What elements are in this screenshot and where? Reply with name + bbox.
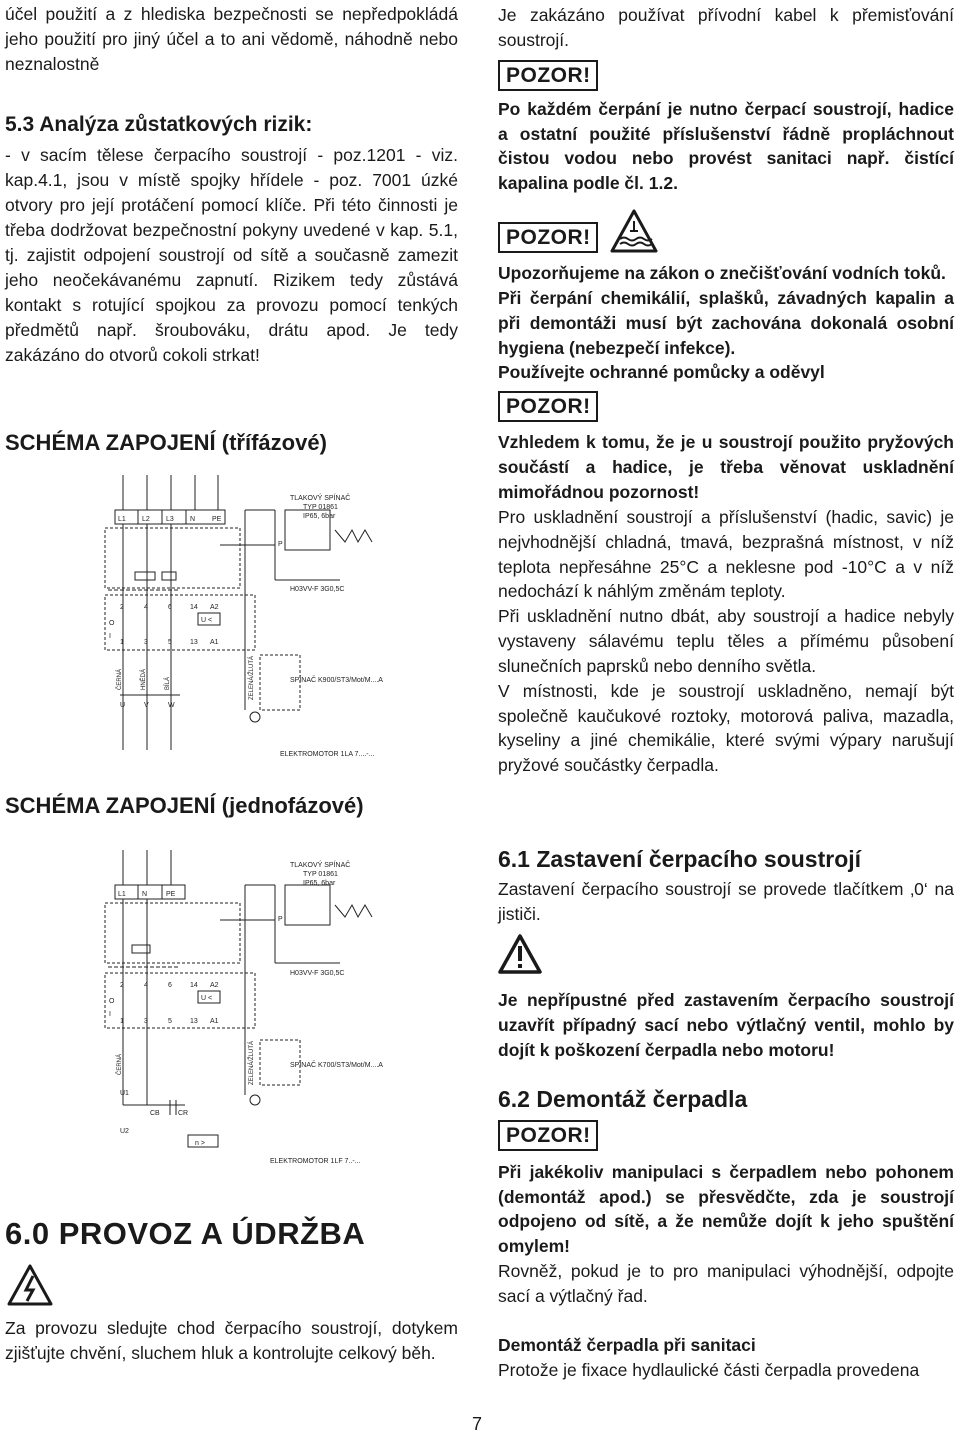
operation-paragraph: Za provozu sledujte chod čerpacího soustrojí, dotykem zjišťujte chvění, sluchem hluk a kontrolujte celkový běh. — [5, 1318, 458, 1363]
contact-a2: A2 — [210, 604, 219, 611]
right-column — [498, 3, 954, 778]
contact-2: 2 — [120, 604, 124, 611]
contact-3: 3 — [144, 639, 148, 646]
sanitation-paragraph: Protože je fixace hydlaulické části čerpadla provedena — [498, 1359, 920, 1380]
storage-paragraph-3: V místnosti, kde je soustrojí uskladněno, nemají být společně kaučukové roztoky, motorová paliva, mazadla, kyseliny a jiné chemikálie, které svými výpary narušují pryžové součástky čerpadla. — [498, 680, 954, 776]
contact-6: 6 — [168, 604, 172, 611]
terminal-n: N — [142, 891, 148, 898]
contact-4: 4 — [144, 604, 148, 611]
i-label: I — [109, 1011, 111, 1018]
wire-black: ČERNÁ — [117, 668, 123, 690]
switch-ip: IP65, 6bar — [303, 880, 336, 887]
contactor-label: SPÍNAČ K700/ST3/Mot/M....A — [290, 1062, 383, 1069]
contact-1: 1 — [120, 1018, 124, 1025]
contact-a1: A1 — [210, 1018, 219, 1025]
protective-equipment-note: Používejte ochranné pomůcky a oděvyl — [498, 362, 825, 383]
terminal-n: N — [190, 516, 196, 523]
terminal-pe: PE — [166, 891, 176, 898]
rinse-warning: Po každém čerpání je nutno čerpací soustrojí, hadice a ostatní použité příslušenství řádně propláchnout čistou vodou nebo provést sanitaci např. čistící kapalina podle čl. 1.2. — [498, 98, 954, 194]
motor-label: ELEKTROMOTOR 1LF 7..-... — [270, 1158, 361, 1165]
caution-label-4: POZOR! — [498, 1120, 598, 1151]
section-heading-5-3: 5.3 Analýza zůstatkových rizik: — [5, 113, 313, 136]
terminal-l2: L2 — [142, 516, 150, 523]
schema-single-phase-heading: SCHÉMA ZAPOJENÍ (jednofázové) — [5, 793, 364, 818]
switch-ip: IP65, 6bar — [303, 513, 336, 520]
o-label: O — [109, 620, 115, 627]
contact-14: 14 — [190, 604, 198, 611]
operation-heading: 6.0 PROVOZ A ÚDRŽBA — [5, 1216, 366, 1251]
storage-paragraph-1: Pro uskladnění soustrojí a příslušenství (hadic, savic) je nejvhodnější chladná, tmavá, bezprašná místnost, v níž teplota nepřesáhne 25°C a neklesne pod -10°C a v níž nedochází k náhlým změnám teploty. — [498, 506, 954, 602]
residual-risk-paragraph: - v sacím tělese čerpacího soustrojí - poz.1201 - viz. kap.4.1, jsou v místě spojky hřídele - poz. 7001 úzké otvory pro její protáčení pomocí klíče. Při této činnosti je třeba dodržovat bezpečnostní pokyny uvedené v kap. 5.1, tj. zajistit odpojení soustrojí od sítě a současně zamezit jeho neočekávanému zapnutí. Rizikem tedy zůstává kontakt s rotující spojkou za provozu pomocí tenkých předmětů např. šroubováku, drátu apod. Je tedy zakázáno do otvorů cokoli strkat! — [5, 145, 458, 366]
disconnect-paragraph: Rovněž, pokud je to pro manipulaci výhodnější, odpojte sací a výtlačný řad. — [498, 1261, 954, 1306]
environmental-hazard-icon — [610, 209, 658, 253]
contactor-label: SPÍNAČ K900/ST3/Mot/M....A — [290, 677, 383, 684]
o-label: O — [109, 998, 115, 1005]
contact-1: 1 — [120, 639, 124, 646]
i-label: I — [109, 633, 111, 640]
cable-label: H03VV-F 3G0,5C — [290, 970, 345, 977]
cr-label: CR — [178, 1110, 189, 1117]
caution-label-3: POZOR! — [498, 391, 598, 422]
pressure-label: P — [278, 541, 283, 548]
hygiene-warning: Při čerpání chemikálií, splašků, závadných kapalin a při demontáži musí být zachována dokonalá osobní hygiena (nebezpečí infekce). — [498, 287, 954, 358]
wire-white: BÍLÁ — [165, 676, 171, 690]
contact-13: 13 — [190, 639, 198, 646]
left-column-lower — [5, 790, 458, 821]
intro-paragraph: účel použití a z hlediska bezpečnosti se nepředpokládá jeho použití pro jiný účel a to ani vědomě, náhodně nebo neznalostně — [5, 4, 458, 74]
contact-5: 5 — [168, 1018, 172, 1025]
terminal-l1: L1 — [118, 516, 126, 523]
terminal-l3: L3 — [166, 516, 174, 523]
right-column-section-6-2 — [498, 1083, 954, 1382]
phase-w: W — [168, 702, 175, 709]
stop-paragraph: Zastavení čerpacího soustrojí se provede tlačítkem ‚0‘ na jističi. — [498, 878, 954, 924]
single-phase-wiring-diagram — [100, 845, 400, 1165]
left-column-bottom — [5, 1212, 458, 1366]
storage-paragraph-2: Při uskladnění nutno dbát, aby soustrojí a hadice nebyly vystaveny sálavému teplu těles a přímému působení slunečních paprsků nebo denního světla. — [498, 606, 954, 676]
terminal-pe: PE — [212, 516, 222, 523]
speed-label: n > — [195, 1140, 205, 1147]
caution-label-1: POZOR! — [498, 60, 598, 91]
water-law-warning: Upozorňujeme na zákon o znečišťování vodních toků. — [498, 263, 946, 284]
disassembly-warning: Při jakékoliv manipulaci s čerpadlem nebo pohonem (demontáž apod.) se přesvědčte, zda je soustrojí odpojeno od sítě, a že nemůže dojít k jeho spuštění omylem! — [498, 1161, 954, 1257]
cable-paragraph: Je zakázáno používat přívodní kabel k přemisťování soustrojí. — [498, 5, 954, 50]
right-column-section-6-1 — [498, 843, 954, 1063]
wire-green-yellow: ZELENÁ/ŽLUTÁ — [249, 655, 255, 700]
contact-14: 14 — [190, 982, 198, 989]
switch-type: TYP 01861 — [303, 871, 338, 878]
switch-type: TYP 01861 — [303, 504, 338, 511]
sanitation-subheading: Demontáž čerpadla při sanitaci — [498, 1334, 756, 1355]
motor-label: ELEKTROMOTOR 1LA 7....-... — [280, 751, 375, 758]
contact-2: 2 — [120, 982, 124, 989]
undervoltage-label: U < — [201, 617, 213, 624]
three-phase-wiring-diagram — [100, 470, 400, 770]
wire-brown: HNĚDÁ — [141, 668, 147, 690]
pressure-label: P — [278, 916, 283, 923]
schema-three-phase-heading: SCHÉMA ZAPOJENÍ (třífázové) — [5, 430, 327, 455]
undervoltage-label: U < — [201, 995, 213, 1002]
section-heading-6-2: 6.2 Demontáž čerpadla — [498, 1086, 748, 1112]
valve-warning: Je nepřípustné před zastavením čerpacího soustrojí uzavřít případný sací nebo výtlačný ventil, mohlo by dojít k poškození čerpadla nebo motoru! — [498, 990, 954, 1061]
warning-triangle-icon — [498, 934, 542, 974]
contact-a1: A1 — [210, 639, 219, 646]
phase-v: V — [144, 702, 149, 709]
terminal-l1: L1 — [118, 891, 126, 898]
u2-label: U2 — [120, 1128, 129, 1135]
contact-13: 13 — [190, 1018, 198, 1025]
wire-black: ČERNÁ — [117, 1053, 123, 1075]
contact-4: 4 — [144, 982, 148, 989]
phase-u: U — [120, 702, 126, 709]
high-voltage-warning-icon — [7, 1264, 53, 1306]
contact-3: 3 — [144, 1018, 148, 1025]
section-heading-6-1: 6.1 Zastavení čerpacího soustrojí — [498, 846, 862, 872]
contact-5: 5 — [168, 639, 172, 646]
contact-a2: A2 — [210, 982, 219, 989]
switch-title: TLAKOVÝ SPÍNAČ — [290, 862, 351, 869]
storage-warning: Vzhledem k tomu, že je u soustrojí použito pryžových součástí a hadice, je třeba věnovat uskladnění mimořádnou pozornost! — [498, 432, 954, 502]
caution-label-2: POZOR! — [498, 222, 598, 253]
wire-green-yellow: ZELENÁ/ŽLUTÁ — [249, 1040, 255, 1085]
contact-6: 6 — [168, 982, 172, 989]
page-number: 7 — [472, 1414, 483, 1434]
switch-title: TLAKOVÝ SPÍNAČ — [290, 495, 351, 502]
cable-label: H03VV-F 3G0,5C — [290, 586, 345, 593]
u1-label: U1 — [120, 1090, 129, 1097]
cb-label: CB — [150, 1110, 160, 1117]
